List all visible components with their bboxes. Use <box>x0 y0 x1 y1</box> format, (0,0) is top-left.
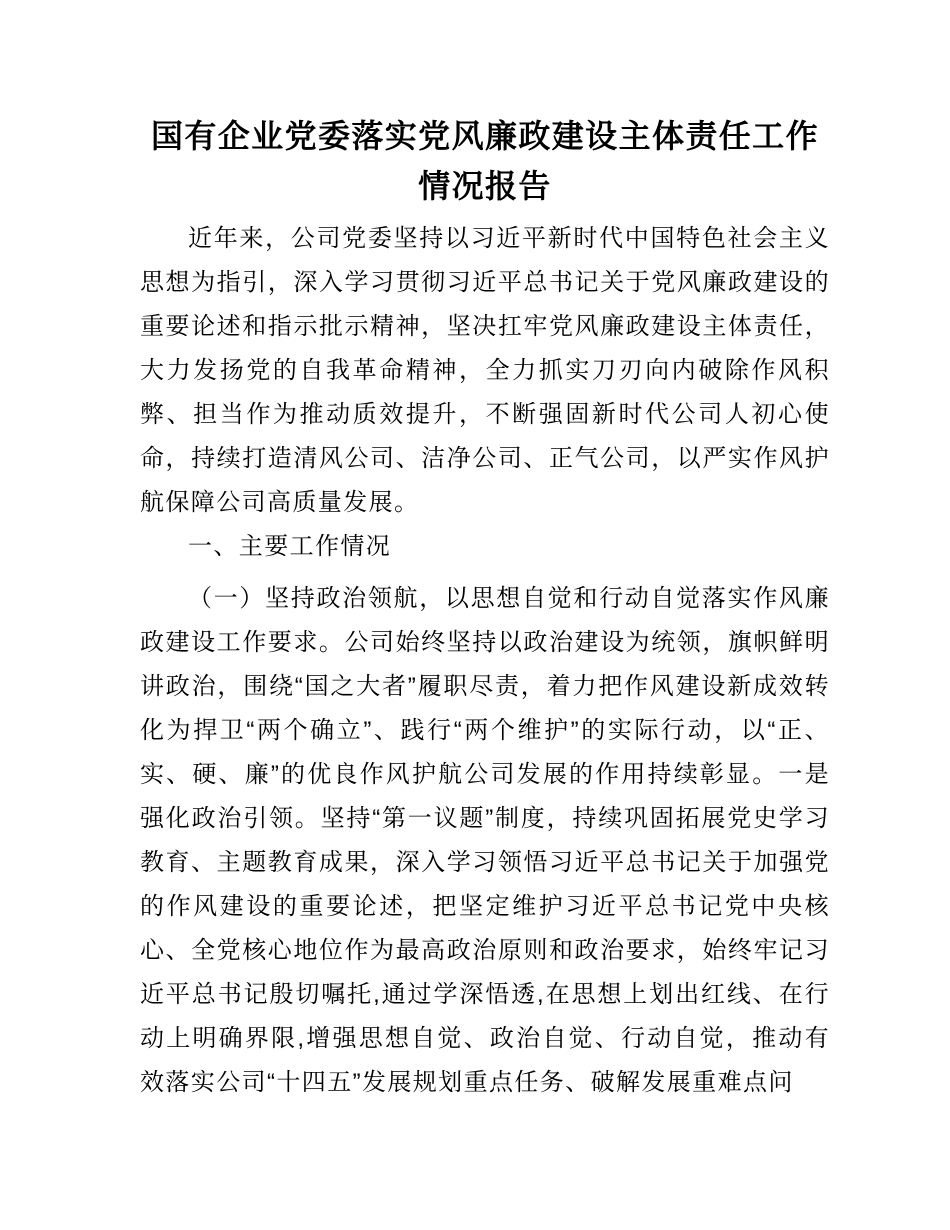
document-title: 国有企业党委落实党风廉政建设主体责任工作情况报告 <box>150 118 819 204</box>
paragraph-section-one: （一）坚持政治领航，以思想自觉和行动自觉落实作风廉政建设工作要求。公司始终坚持以政治建设为统领，旗帜鲜明讲政治，围绕“国之大者”履职尽责，着力把作风建设新成效转化为捍卫“两个确立”、践行“两个维护”的实际行动，以“正、实、硬、廉”的优良作风护航公司发展的作用持续彰显。一是强化政治引领。坚持“第一议题”制度，持续巩固拓展党史学习教育、主题教育成果，深入学习领悟习近平总书记关于加强党的作风建设的重要论述，把坚定维护习近平总书记党中央核心、全党核心地位作为最高政治原则和政治要求，始终牢记习近平总书记殷切嘱托,通过学深悟透,在思想上划出红线、在行动上明确界限,增强思想自觉、政治自觉、行动自觉，推动有效落实公司“十四五”发展规划重点任务、破解发展重难点问 <box>140 585 830 1096</box>
section-heading-main-work: 一、主要工作情况 <box>188 533 392 560</box>
paragraph-intro: 近年来，公司党委坚持以习近平新时代中国特色社会主义思想为指引，深入学习贯彻习近平总书记关于党风廉政建设的重要论述和指示批示精神，坚决扛牢党风廉政建设主体责任，大力发扬党的自我革命精神，全力抓实刀刃向内破除作风积弊、担当作为推动质效提升，不断强固新时代公司人初心使命，持续打造清风公司、洁净公司、正气公司，以严实作风护航保障公司高质量发展。 <box>140 225 830 516</box>
